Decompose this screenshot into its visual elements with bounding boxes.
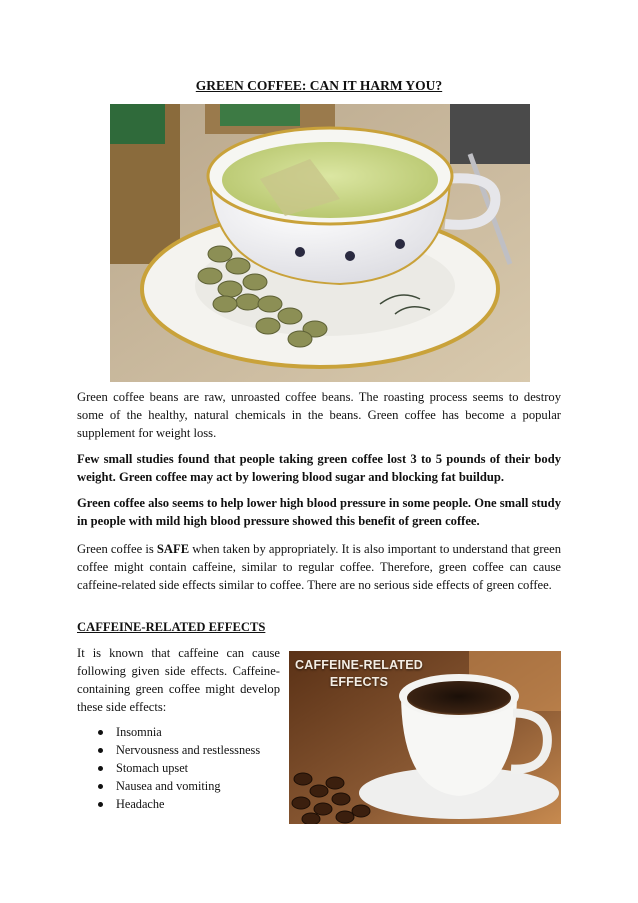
- bullet-icon: [98, 748, 103, 753]
- intro-paragraph: Green coffee beans are raw, unroasted coffee beans. The roasting process seems to destroy some of the healthy, natural chemicals in the beans. Green coffee has become a popular supplement for weight loss.: [77, 390, 561, 440]
- list-item: Stomach upset: [96, 759, 260, 777]
- list-item: Nausea and vomiting: [96, 777, 260, 795]
- list-item: Headache: [96, 795, 260, 813]
- blood-pressure-paragraph: Green coffee also seems to help lower high blood pressure in some people. One small study in people with mild high blood pressure showed this benefit of green coffee.: [77, 496, 561, 528]
- image-caption: CAFFEINE-RELATED EFFECTS: [295, 658, 423, 689]
- list-item: Nervousness and restlessness: [96, 741, 260, 759]
- black-coffee-photo: [289, 651, 561, 824]
- effects-list: [96, 723, 260, 813]
- safety-paragraph: [77, 540, 561, 594]
- green-coffee-photo: [110, 104, 530, 382]
- safety-text-after: when taken by appropriately. It is also important to understand that green coffee might contain caffeine, similar to regular coffee. Therefore, green coffee can cause caffeine-related side effects similar to coffee. There are no serious side effects of green coffee.: [77, 542, 561, 592]
- list-item: Insomnia: [96, 723, 260, 741]
- safe-emphasis: SAFE: [156, 542, 190, 556]
- weight-loss-paragraph: Few small studies found that people taking green coffee lost 3 to 5 pounds of their body weight. Green coffee may act by lowering blood sugar and blocking fat buildup.: [77, 452, 561, 484]
- section-heading: CAFFEINE-RELATED EFFECTS: [77, 620, 266, 634]
- safety-text-before: Green coffee is: [77, 542, 157, 556]
- bullet-icon: [98, 730, 103, 735]
- bullet-icon: [98, 784, 103, 789]
- page-title: GREEN COFFEE: CAN IT HARM YOU?: [195, 78, 443, 93]
- effects-intro: It is known that caffeine can cause following given side effects. Caffeine-containing green coffee might develop these side effects:: [77, 646, 280, 714]
- bullet-icon: [98, 802, 103, 807]
- bullet-icon: [98, 766, 103, 771]
